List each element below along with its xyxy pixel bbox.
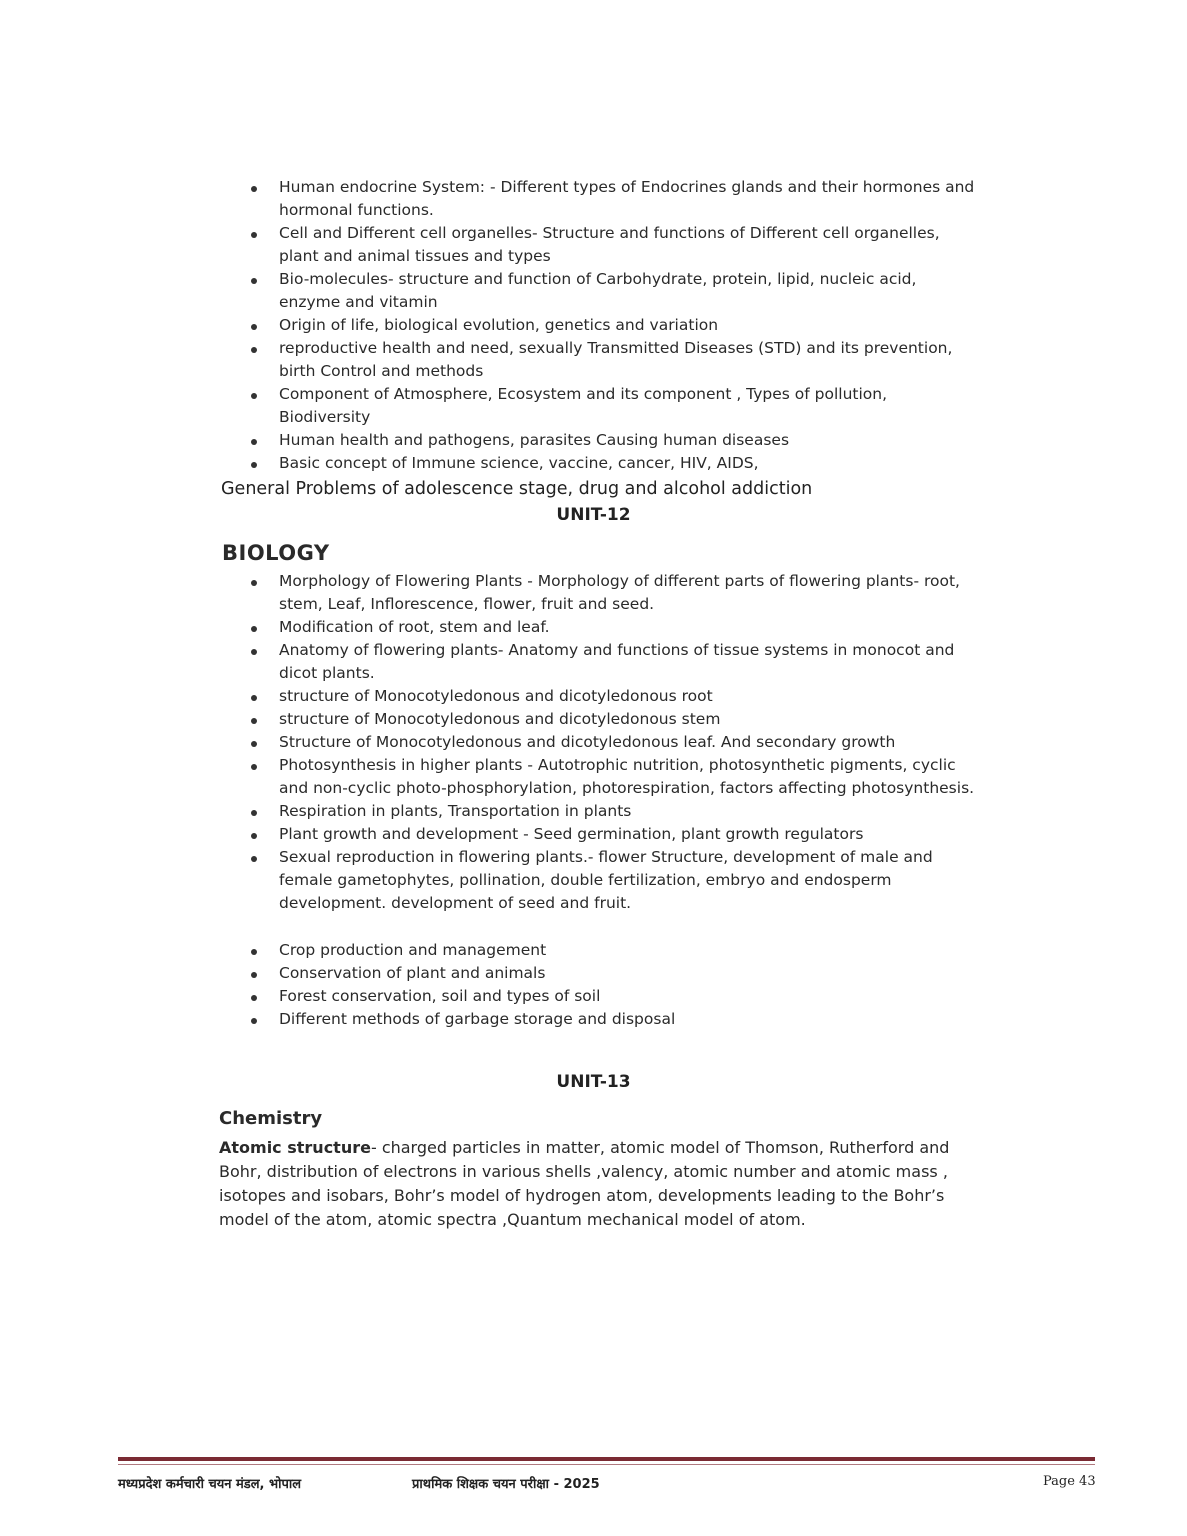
list-item: Human health and pathogens, parasites Causing human diseases (248, 429, 978, 452)
adolescence-line: General Problems of adolescence stage, drug and alcohol addiction (221, 479, 813, 499)
biology-topic-list (248, 570, 978, 915)
list-item: Human endocrine System: - Different types of Endocrines glands and their hormones and hormonal functions. (248, 176, 978, 222)
unit-13-title: UNIT-13 (556, 1072, 631, 1092)
bullet-icon (251, 764, 257, 770)
chemistry-lead: Atomic structure (219, 1138, 371, 1157)
unit-12-title: UNIT-12 (556, 505, 631, 525)
list-item: Cell and Different cell organelles- Structure and functions of Different cell organelles, plant and animal tissues and types (248, 222, 978, 268)
list-item: Plant growth and development - Seed germination, plant growth regulators (248, 823, 978, 846)
biology-topic-list-large (248, 939, 978, 1031)
bullet-icon (251, 995, 257, 1001)
footer-rule-thin (118, 1464, 1095, 1465)
bullet-icon (251, 856, 257, 862)
bullet-icon (251, 718, 257, 724)
list-item: reproductive health and need, sexually Transmitted Diseases (STD) and its prevention, birth Control and methods (248, 337, 978, 383)
list-item: Crop production and management (248, 939, 978, 962)
bullet-icon (251, 393, 257, 399)
bullet-icon (251, 324, 257, 330)
list-item: Forest conservation, soil and types of soil (248, 985, 978, 1008)
bullet-icon (251, 949, 257, 955)
list-item: structure of Monocotyledonous and dicotyledonous stem (248, 708, 978, 731)
list-item: Anatomy of flowering plants- Anatomy and functions of tissue systems in monocot and dicot plants. (248, 639, 978, 685)
chemistry-heading: Chemistry (219, 1108, 323, 1129)
bullet-icon (251, 580, 257, 586)
bullet-icon (251, 439, 257, 445)
list-item: Conservation of plant and animals (248, 962, 978, 985)
bullet-icon (251, 462, 257, 468)
list-item: Modification of root, stem and leaf. (248, 616, 978, 639)
bullet-icon (251, 232, 257, 238)
bullet-icon (251, 695, 257, 701)
bullet-icon (251, 347, 257, 353)
bullet-icon (251, 972, 257, 978)
bullet-icon (251, 626, 257, 632)
list-item: Structure of Monocotyledonous and dicotyledonous leaf. And secondary growth (248, 731, 978, 754)
list-item: Different methods of garbage storage and disposal (248, 1008, 978, 1031)
bullet-icon (251, 1018, 257, 1024)
page-number: Page 43 (1043, 1474, 1096, 1489)
footer-exam-title: प्राथमिक शिक्षक चयन परीक्षा - 2025 (412, 1477, 600, 1492)
list-item: Morphology of Flowering Plants - Morphology of different parts of flowering plants- root, stem, Leaf, Inflorescence, flower, fruit and seed. (248, 570, 978, 616)
bullet-icon (251, 833, 257, 839)
bullet-icon (251, 649, 257, 655)
list-item: structure of Monocotyledonous and dicotyledonous root (248, 685, 978, 708)
list-item: Sexual reproduction in flowering plants.- flower Structure, development of male and female gametophytes, pollination, double fertilization, embryo and endosperm development. development of seed and fruit. (248, 846, 978, 915)
footer-rule (118, 1457, 1095, 1461)
list-item: Component of Atmosphere, Ecosystem and its component , Types of pollution, Biodiversity (248, 383, 978, 429)
chemistry-paragraph (219, 1136, 964, 1232)
list-item: Origin of life, biological evolution, genetics and variation (248, 314, 978, 337)
bullet-icon (251, 741, 257, 747)
list-item: Basic concept of Immune science, vaccine, cancer, HIV, AIDS, (248, 452, 978, 475)
bullet-icon (251, 278, 257, 284)
list-item: Respiration in plants, Transportation in plants (248, 800, 978, 823)
list-item: Bio-molecules- structure and function of Carbohydrate, protein, lipid, nucleic acid, enzyme and vitamin (248, 268, 978, 314)
chemistry-text: - charged particles in matter, atomic model of Thomson, Rutherford and Bohr, distribution of electrons in various shells ,valency, atomic number and atomic mass , isotopes and isobars, Bohr’s model of hydrogen atom, developments leading to the Bohr’s model of the atom, atomic spectra ,Quantum mechanical model of atom. (219, 1138, 950, 1229)
list-item: Photosynthesis in higher plants - Autotrophic nutrition, photosynthetic pigments, cyclic and non-cyclic photo-phosphorylation, photorespiration, factors affecting photosynthesis. (248, 754, 978, 800)
bullet-icon (251, 810, 257, 816)
footer-organization: मध्यप्रदेश कर्मचारी चयन मंडल, भोपाल (118, 1477, 302, 1492)
top-topic-list (248, 176, 978, 475)
biology-heading: BIOLOGY (222, 541, 330, 565)
bullet-icon (251, 186, 257, 192)
